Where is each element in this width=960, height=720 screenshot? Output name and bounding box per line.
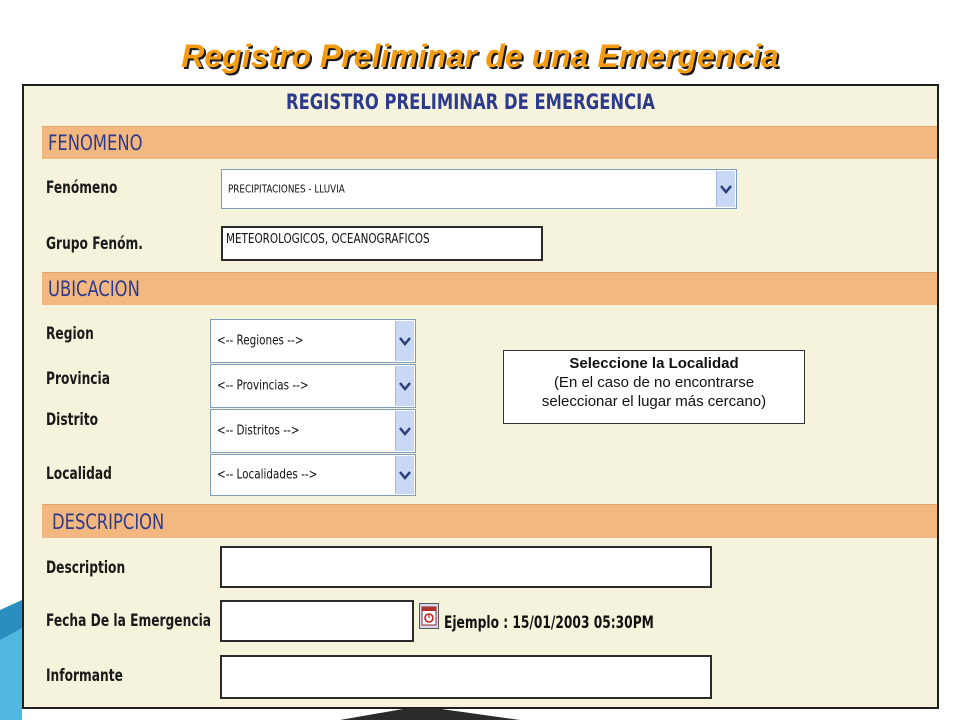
localidad-hint-title: Seleccione la Localidad [569, 355, 739, 372]
grupo-fenomeno-label: Grupo Fenóm. [46, 234, 143, 254]
localidad-hint-line2: seleccionar el lugar más cercano) [541, 393, 767, 410]
region-select-value: <-- Regiones --> [217, 333, 304, 349]
section-fenomeno [42, 126, 939, 159]
informante-label: Informante [46, 666, 123, 686]
fecha-example: Ejemplo : 15/01/2003 05:30PM [444, 613, 654, 633]
localidad-dropdown-button[interactable] [395, 456, 414, 494]
section-ubicacion [42, 272, 939, 305]
calendar-icon [420, 604, 438, 628]
slide-title: Registro Preliminar de una Emergencia [181, 38, 779, 74]
provincia-select-value: <-- Provincias --> [217, 378, 309, 394]
fenomeno-select[interactable] [221, 169, 737, 209]
provincia-select[interactable] [210, 364, 416, 408]
form-heading: REGISTRO PRELIMINAR DE EMERGENCIA [286, 90, 655, 114]
distrito-select[interactable] [210, 409, 416, 453]
distrito-label: Distrito [46, 410, 98, 430]
chevron-down-icon [399, 381, 411, 391]
fenomeno-select-value: PRECIPITACIONES - LLUVIA [228, 182, 345, 196]
distrito-dropdown-button[interactable] [395, 411, 414, 451]
localidad-select[interactable] [210, 454, 416, 496]
description-field[interactable] [220, 546, 712, 588]
localidad-select-value: <-- Localidades --> [217, 467, 318, 483]
chevron-down-icon [399, 336, 411, 346]
region-dropdown-button[interactable] [395, 321, 414, 361]
localidad-label: Localidad [46, 464, 112, 484]
chevron-down-icon [399, 470, 411, 480]
section-ubicacion-label: UBICACION [48, 277, 140, 301]
fecha-label: Fecha De la Emergencia [46, 611, 212, 631]
localidad-hint-box [503, 350, 805, 424]
chevron-down-icon [720, 184, 732, 194]
localidad-hint-line1: (En el caso de no encontrarse [553, 374, 755, 391]
provincia-dropdown-button[interactable] [395, 366, 414, 406]
form-screenshot [22, 84, 939, 709]
grupo-fenomeno-value: METEOROLOGICOS, OCEANOGRAFICOS [226, 232, 430, 247]
provincia-label: Provincia [46, 369, 111, 389]
region-select[interactable] [210, 319, 416, 363]
fecha-field[interactable] [220, 600, 414, 642]
fenomeno-label: Fenómeno [46, 178, 118, 198]
region-label: Region [46, 324, 94, 344]
section-descripcion-label: DESCRIPCION [52, 510, 165, 534]
chevron-down-icon [399, 426, 411, 436]
section-fenomeno-label: FENOMENO [48, 131, 143, 155]
distrito-select-value: <-- Distritos --> [217, 423, 300, 439]
grupo-fenomeno-field[interactable] [221, 226, 543, 261]
fenomeno-dropdown-button[interactable] [716, 171, 735, 207]
description-label: Description [46, 558, 126, 578]
calendar-button[interactable] [419, 603, 439, 629]
section-descripcion [42, 504, 939, 538]
informante-field[interactable] [220, 655, 712, 699]
